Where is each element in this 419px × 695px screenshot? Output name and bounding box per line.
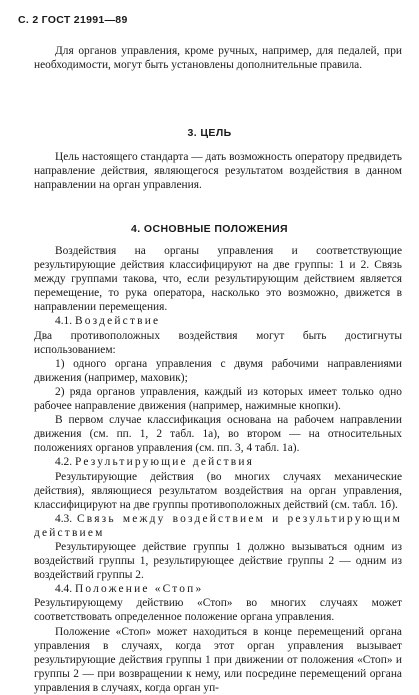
subsection-4-4-heading [34,582,402,596]
section-4-paragraph-6: Результирующему действию «Стоп» во многих случаях может соответствовать определенное положение органа управления. [34,597,402,624]
section-4-paragraph-1: Воздействия на органы управления и соответствующие результирующие действия классифицируют на две группы: 1 и 2. Связь между группами такова, что, если результирующим действием является перемещение, то рука оператора, насколько это возможно, движется в направлении перемещения. [34,245,402,314]
section-4-paragraph-4: Результирующие действия (во многих случаях механические действия), являющиеся результатом воздействия на орган управления, классифицируют на две группы противоположных действий (см. табл. 1б). [34,470,402,511]
subsection-4-4-number: 4.4. [55,583,73,596]
intro-paragraph: Для органов управления, кроме ручных, например, для педалей, при необходимости, могут быть установлены дополнительные правила. [34,45,402,72]
subsection-4-2-title: Результирующие действия [74,456,255,469]
subsection-4-2-number: 4.2. [55,456,73,469]
section-4-title: 4. ОСНОВНЫЕ ПОЛОЖЕНИЯ [131,223,288,235]
section-3-paragraph: Цель настоящего стандарта — дать возможность оператору предвидеть направление действия, являющегося результатом воздействия в данном направлении на орган управления. [34,151,402,192]
subsection-4-3-number: 4.3. [55,512,73,525]
section-3-body [34,150,402,192]
section-4-paragraph-3: В первом случае классификация основана на рабочем направлении движения (см. пп. 1, 2 табл. 1а), во втором — на относительных положениях органов управления (см. пп. 3, 4 табл. 1а). [34,414,402,455]
section-4-paragraph-7: Положение «Стоп» может находиться в конце перемещений органа управления в случаях, когда этот орган управления вызывает результирующие действия группы 1 при движении от положения «Стоп» и группы 2 — при возвращении к нему, или посредине перемещений органа управления в случаях, когда орган уп- [34,625,402,694]
subsection-4-1-title: Воздействие [74,315,161,328]
page-header: С. 2 ГОСТ 21991—89 [18,14,128,26]
list-item-2: 2) ряда органов управления, каждый из которых имеет только одно рабочее направление движения (например, нажимные кнопки). [34,385,402,413]
subsection-4-4-title: Положение «Стоп» [74,583,204,596]
subsection-4-3-title: Связь между воздействием и результирующим действием [34,512,402,539]
section-3-title: 3. ЦЕЛЬ [187,127,232,139]
list-item-1: 1) одного органа управления с двумя рабочими направлениями движения (например, маховик); [34,357,402,384]
subsection-4-1-heading [34,314,402,328]
subsection-4-3-heading [34,512,402,540]
section-4-paragraph-5: Результирующее действие группы 1 должно вызываться одним из воздействий группы 1, результирующее действие группы 2 — одним из воздействий группы 2. [34,540,402,582]
subsection-4-2-heading [34,455,402,469]
subsection-4-1-number: 4.1. [55,315,73,328]
section-4-paragraph-2: Два противоположных воздействия могут быть достигнуты использованием: [34,329,402,356]
section-4-body [34,244,402,695]
intro-section [34,44,402,72]
